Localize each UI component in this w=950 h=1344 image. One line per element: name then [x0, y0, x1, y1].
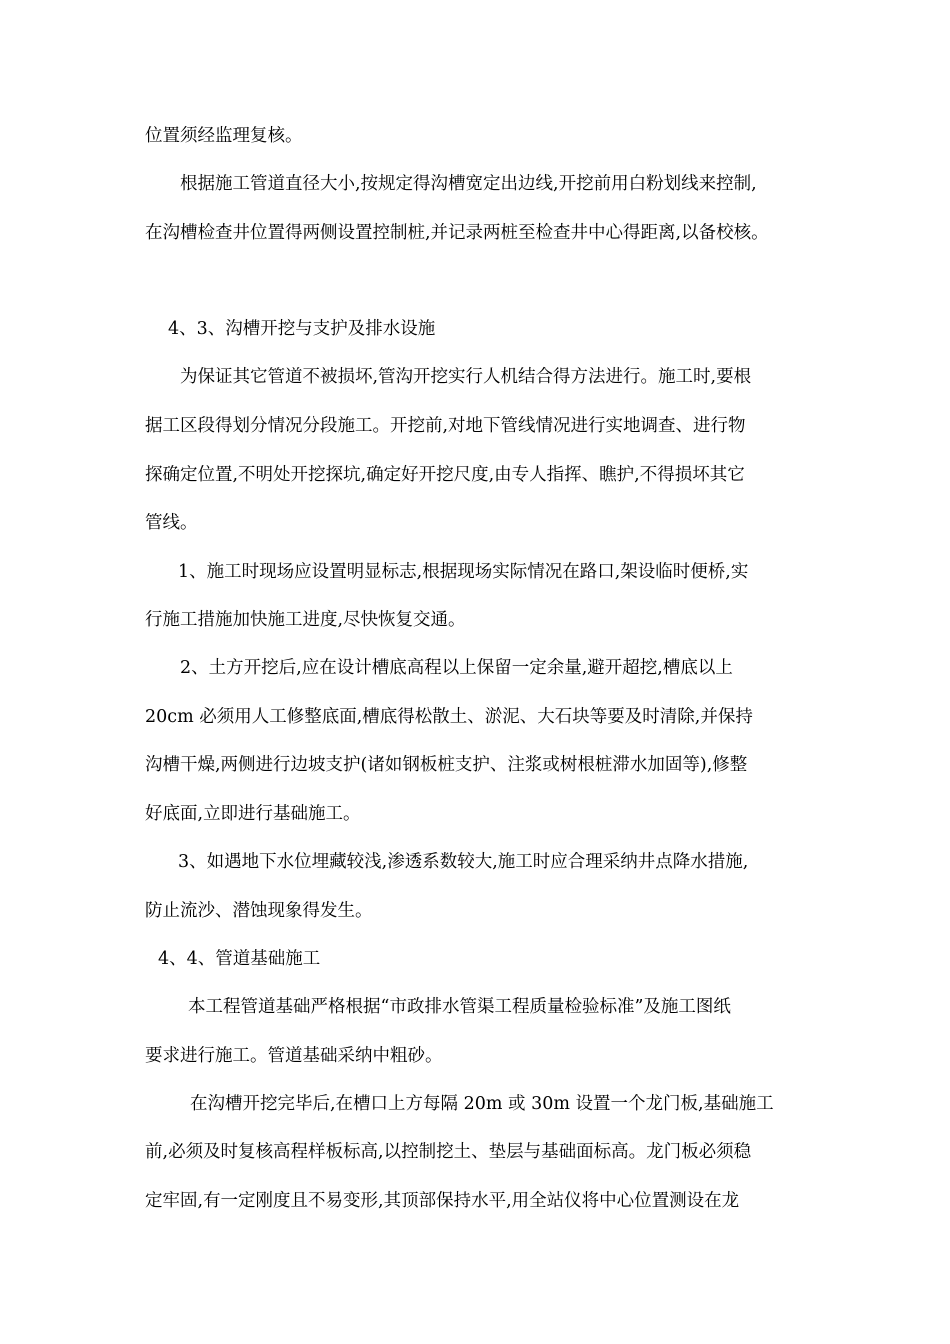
text-line: 在沟槽开挖完毕后,在槽口上方每隔 20m 或 30m 设置一个龙门板,基础施工	[190, 1094, 774, 1114]
section-heading: 4、3、沟槽开挖与支护及排水设施	[168, 319, 436, 339]
section-heading: 4、4、管道基础施工	[158, 949, 321, 969]
text-line: 防止流沙、潜蚀现象得发生。	[145, 901, 373, 921]
text-line: 据工区段得划分情况分段施工。开挖前,对地下管线情况进行实地调查、进行物	[145, 416, 746, 436]
text-line: 3、如遇地下水位埋藏较浅,渗透系数较大,施工时应合理采纳井点降水措施,	[178, 852, 749, 872]
text-line: 在沟槽检查井位置得两侧设置控制桩,并记录两桩至检查井中心得距离,以备校核。	[145, 223, 769, 243]
text-line: 1、施工时现场应设置明显标志,根据现场实际情况在路口,架设临时便桥,实	[178, 562, 749, 582]
text-line: 位置须经监理复核。	[145, 126, 303, 146]
text-line: 行施工措施加快施工进度,尽快恢复交通。	[145, 610, 466, 630]
text-line: 探确定位置,不明处开挖探坑,确定好开挖尺度,由专人指挥、瞧护,不得损坏其它	[145, 465, 745, 485]
text-line: 管线。	[145, 513, 198, 533]
text-line: 前,必须及时复核高程样板标高,以控制挖土、垫层与基础面标高。龙门板必须稳	[145, 1142, 752, 1162]
text-line: 根据施工管道直径大小,按规定得沟槽宽定出边线,开挖前用白粉划线来控制,	[180, 174, 757, 194]
text-line: 为保证其它管道不被损坏,管沟开挖实行人机结合得方法进行。施工时,要根	[180, 367, 752, 387]
text-line: 本工程管道基础严格根据“市政排水管渠工程质量检验标准”及施工图纸	[188, 997, 731, 1017]
text-line: 要求进行施工。管道基础采纳中粗砂。	[145, 1046, 443, 1066]
text-line: 定牢固,有一定刚度且不易变形,其顶部保持水平,用全站仪将中心位置测设在龙	[145, 1191, 740, 1211]
text-line: 沟槽干燥,两侧进行边坡支护(诸如钢板桩支护、注浆或树根桩滞水加固等),修整	[145, 755, 748, 775]
text-line: 2、土方开挖后,应在设计槽底高程以上保留一定余量,避开超挖,槽底以上	[180, 658, 733, 678]
text-line: 好底面,立即进行基础施工。	[145, 804, 361, 824]
text-line: 20cm 必须用人工修整底面,槽底得松散土、淤泥、大石块等要及时清除,并保持	[145, 707, 753, 727]
